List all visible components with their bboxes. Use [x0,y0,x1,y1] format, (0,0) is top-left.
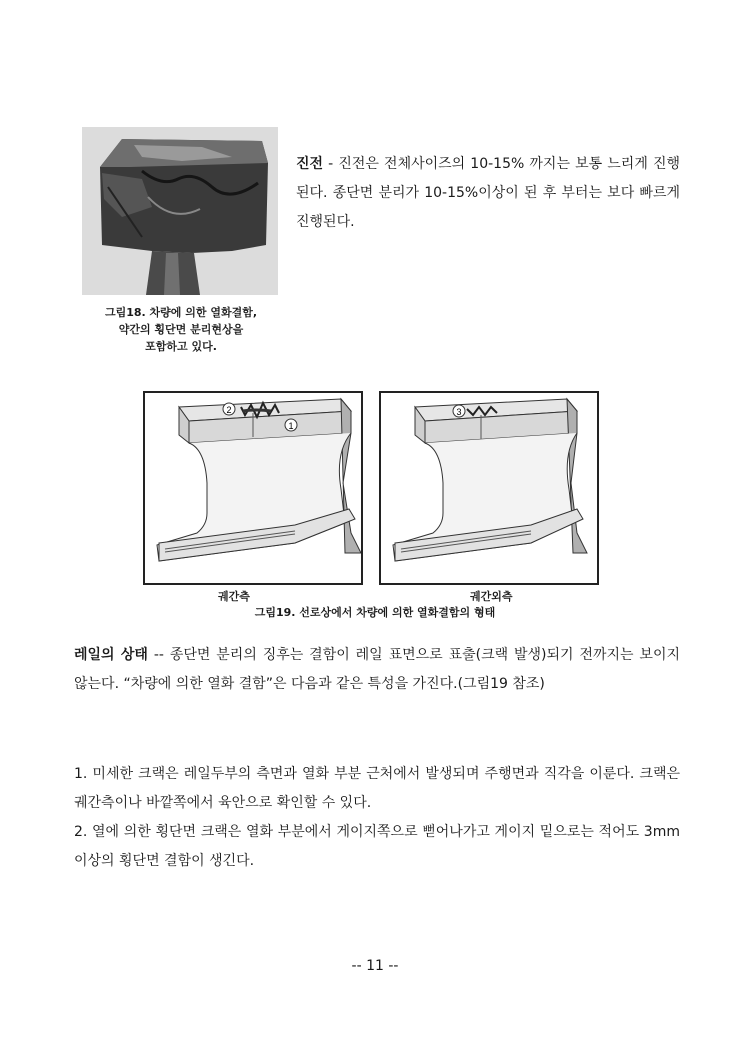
rail-state-text: 종단면 분리의 징후는 결함이 레일 표면으로 표출(크랙 발생)되기 전까지는 보이지 않는다. “차량에 의한 열화 결함”은 다음과 같은 특성을 가진다.(그림19 참조) [74,647,680,692]
list-item-number: 2. [74,824,88,840]
list-item [74,818,680,876]
rail-drawing-svg [145,393,361,583]
intro-text: 진전은 전체사이즈의 10-15% 까지는 보통 느리게 진행된다. 종단면 분리가 10-15%이상이 된 후 부터는 보다 빠르게 진행된다. [296,156,681,230]
figure18-caption-line: 그림18. 차량에 의한 열화결함, [104,306,258,319]
figure18-caption-line: 포함하고 있다. [145,340,217,353]
figure19-caption: 그림19. 선로상에서 차량에 의한 열화결함의 형태 [254,606,496,619]
rail-state-dash: -- [147,647,170,663]
figure19-left-label: 궤간측 [218,590,250,603]
figure18-caption-line: 약간의 횡단면 분리현상을 [118,323,244,336]
marker-3: 3 [456,407,462,417]
list-item [74,760,680,818]
rail-drawing-svg [381,393,597,583]
rail-drawing-field-side [379,391,599,585]
marker-2: 2 [226,405,232,415]
rail-drawing-gauge-side [143,391,363,585]
page-number: -- 11 -- [351,958,399,974]
figure18-caption [70,304,292,355]
rail-state-paragraph [74,641,680,699]
figure19-right-label: 궤간외측 [470,590,513,603]
marker-1: 1 [288,421,294,431]
rail-state-term: 레일의 상태 [74,647,148,663]
intro-paragraph [296,150,680,237]
intro-dash: - [323,156,339,172]
list-item-text: 열에 의한 횡단면 크랙은 열화 부분에서 게이지쪽으로 뻗어나가고 게이지 밑으로는 적어도 3mm이상의 횡단면 결함이 생긴다. [74,824,680,869]
rail-defect-photo [82,127,278,295]
list-item-text: 미세한 크랙은 레일두부의 측면과 열화 부분 근처에서 발생되며 주행면과 직각을 이룬다. 크랙은 궤간측이나 바깥쪽에서 육안으로 확인할 수 있다. [74,766,680,811]
intro-term: 진전 [296,156,324,172]
list-item-number: 1. [74,766,88,782]
